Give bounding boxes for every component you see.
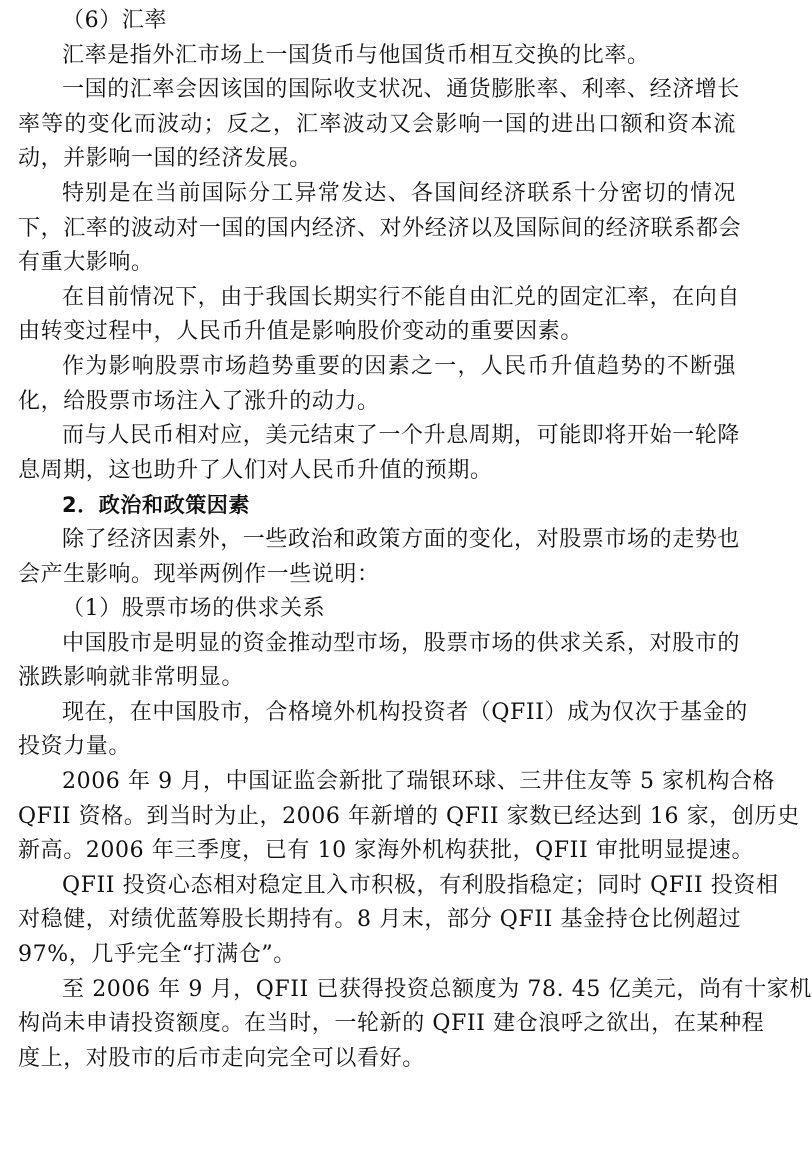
subheading-exchange-rate: （6）汇率 bbox=[62, 8, 167, 33]
subheading-supply-demand: （1）股票市场的供求关系 bbox=[62, 596, 326, 622]
paragraph-line: 新高。2006 年三季度，已有 10 家海外机构获批，QFII 审批明显提速。 bbox=[18, 838, 755, 864]
paragraph-line: 度上，对股市的后市走向完全可以看好。 bbox=[18, 1045, 425, 1071]
paragraph-line: 会产生影响。现举两例作一些说明： bbox=[18, 561, 380, 587]
paragraph-line: 对稳健，对绩优蓝筹股长期持有。8 月末，部分 QFII 基金持仓比例超过 bbox=[18, 907, 742, 933]
paragraph-line: QFII 资格。到当时为止，2006 年新增的 QFII 家数已经达到 16 家，创历史 bbox=[18, 803, 800, 829]
paragraph-line: 率等的变化而波动；反之，汇率波动又会影响一国的进出口额和资本流 bbox=[18, 111, 736, 137]
paragraph-line: 除了经济因素外，一些政治和政策方面的变化，对股票市场的走势也 bbox=[62, 526, 741, 552]
paragraph-line: 息周期，这也助升了人们对人民币升值的预期。 bbox=[18, 457, 493, 483]
paragraph-line: 化，给股票市场注入了涨升的动力。 bbox=[18, 388, 380, 414]
paragraph-line: 至 2006 年 9 月，QFII 已获得投资总额度为 78. 45 亿美元，尚有十家机 bbox=[62, 976, 812, 1002]
paragraph-line: 97%，几乎完全“打满仓”。 bbox=[18, 942, 296, 968]
paragraph-line: 投资力量。 bbox=[18, 734, 132, 760]
paragraph-line: 在目前情况下，由于我国长期实行不能自由汇兑的固定汇率，在向自 bbox=[62, 284, 741, 310]
paragraph-line: QFII 投资心态相对稳定且入市积极，有利股指稳定；同时 QFII 投资相 bbox=[62, 872, 779, 898]
paragraph-line: 一国的汇率会因该国的国际收支状况、通货膨胀率、利率、经济增长 bbox=[62, 77, 741, 103]
section-heading-politics: 2．政治和政策因素 bbox=[62, 493, 251, 518]
paragraph-line: 而与人民币相对应，美元结束了一个升息周期，可能即将开始一轮降 bbox=[62, 423, 741, 449]
paragraph-line: 中国股市是明显的资金推动型市场，股票市场的供求关系，对股市的 bbox=[62, 630, 741, 656]
paragraph-line: 作为影响股票市场趋势重要的因素之一，人民币升值趋势的不断强 bbox=[62, 353, 736, 379]
paragraph-line: 构尚未申请投资额度。在当时，一轮新的 QFII 建仓浪呼之欲出，在某种程 bbox=[18, 1011, 765, 1037]
paragraph-line: 有重大影响。 bbox=[18, 250, 154, 276]
paragraph-line: 动，并影响一国的经济发展。 bbox=[18, 146, 312, 172]
paragraph-line: 涨跌影响就非常明显。 bbox=[18, 665, 245, 691]
paragraph-line: 下，汇率的波动对一国的国内经济、对外经济以及国际间的经济联系都会 bbox=[18, 215, 742, 241]
paragraph-line: 现在，在中国股市，合格境外机构投资者（QFII）成为仅次于基金的 bbox=[62, 699, 748, 725]
paragraph-line: 汇率是指外汇市场上一国货币与他国货币相互交换的比率。 bbox=[62, 42, 650, 68]
paragraph-line: 由转变过程中，人民币升值是影响股价变动的重要因素。 bbox=[18, 319, 584, 345]
paragraph-line: 2006 年 9 月，中国证监会新批了瑞银环球、三井住友等 5 家机构合格 bbox=[62, 769, 776, 795]
paragraph-line: 特别是在当前国际分工异常发达、各国间经济联系十分密切的情况 bbox=[62, 180, 736, 206]
